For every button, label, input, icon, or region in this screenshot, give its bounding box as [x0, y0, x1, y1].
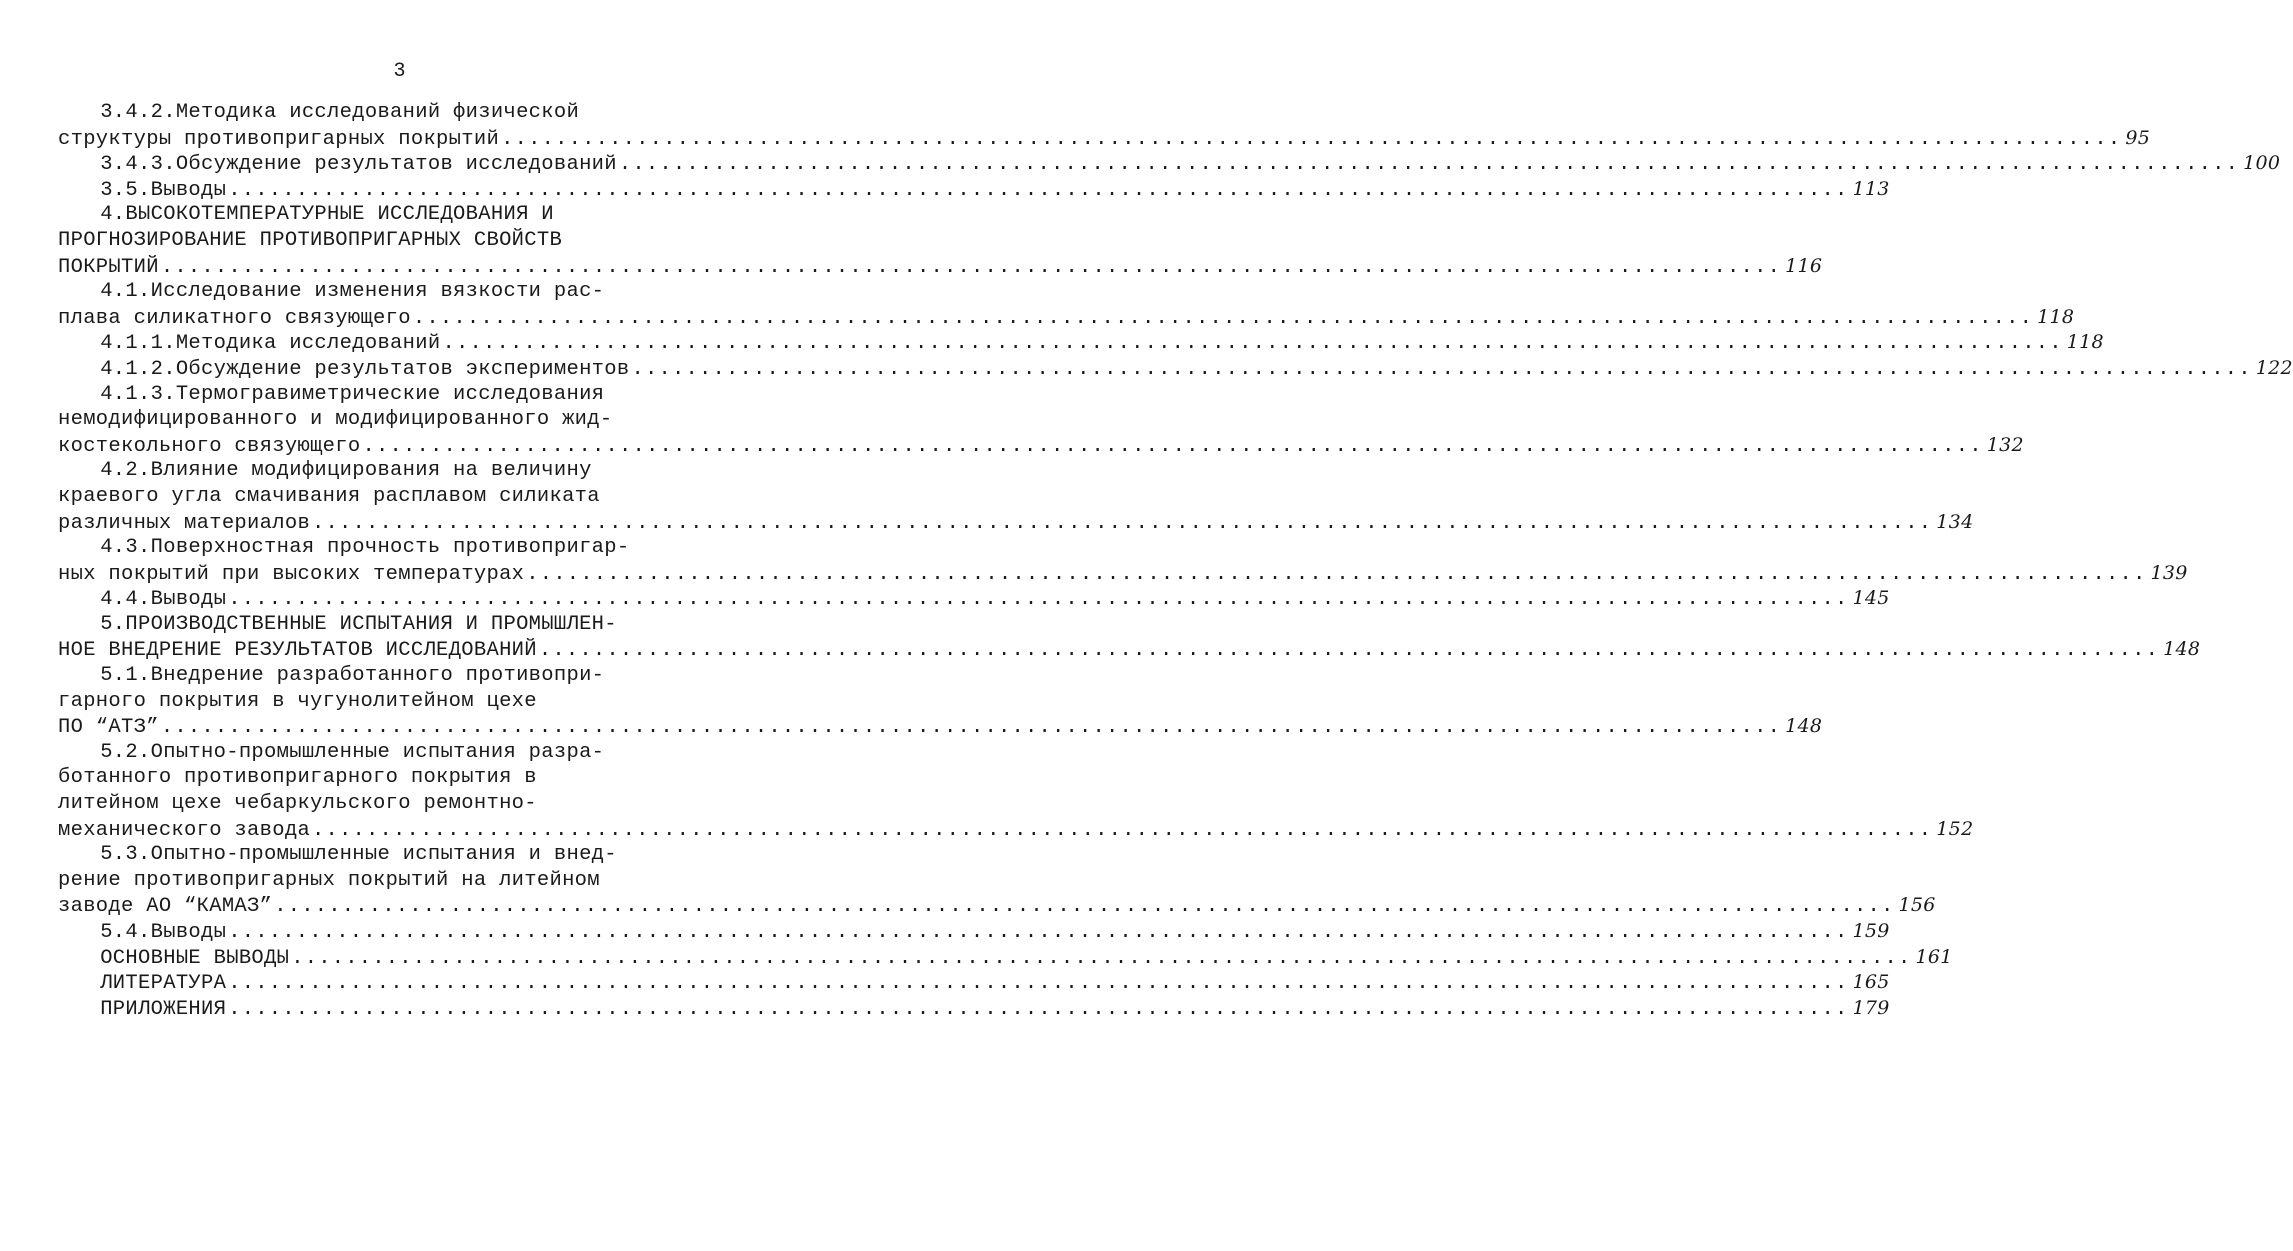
dot-leader: ........................................................................................................................ — [160, 716, 1782, 740]
toc-page-number: 95 — [2125, 126, 2151, 149]
toc-entry-text: 3.5.Выводы — [100, 178, 227, 202]
dot-leader: ........................................................................................................................ — [228, 921, 1849, 944]
toc-entry-final-line — [58, 510, 1974, 536]
dot-leader: ........................................................................................................................ — [228, 997, 1849, 1021]
toc-entry-text: заводе АО “КАМАЗ” — [58, 895, 273, 919]
toc-entry — [58, 202, 1823, 279]
page-number: 3 — [393, 60, 406, 83]
toc-entry-text: немодифицированного и модифицированного жид- — [58, 408, 613, 432]
toc-entry-text: краевого угла смачивания расплавом силиката — [58, 484, 600, 508]
dot-leader: ........................................................................................................................ — [412, 306, 2034, 330]
toc-entry — [58, 996, 1890, 1022]
toc-entry-text: 5.ПРОИЗВОДСТВЕННЫЕ ИСПЫТАНИЯ И ПРОМЫШЛЕН- — [100, 612, 617, 636]
toc-entry-final-line — [58, 356, 2293, 382]
toc-entry-text: ПРИЛОЖЕНИЯ — [100, 997, 227, 1021]
toc-entry — [58, 330, 2104, 356]
toc-page-number: 161 — [1915, 945, 1953, 968]
toc-page-number: 118 — [2037, 305, 2075, 328]
toc-entry — [58, 740, 1974, 842]
dot-leader: ........................................................................................................................ — [312, 818, 1933, 842]
toc-entry-final-line — [58, 254, 1823, 280]
toc-entry-text: 4.1.3.Термогравиметрические исследования — [100, 382, 605, 406]
toc-entry-final-line — [58, 970, 1890, 996]
toc-entry — [58, 586, 1890, 612]
toc-entry-text: 5.4.Выводы — [100, 921, 227, 944]
dot-leader: ........................................................................................................................ — [442, 332, 2063, 356]
toc-entry-final-line — [58, 996, 1890, 1022]
toc-entry-text: 4.2.Влияние модифицирования на величину — [100, 459, 592, 483]
toc-entry-text: плава силикатного связующего — [58, 306, 411, 330]
toc-entry-text: рение противопригарных покрытий на литейном — [58, 868, 600, 892]
toc-page-number: 159 — [1852, 920, 1890, 942]
toc-entry-text: гарного покрытия в чугунолитейном цехе — [58, 689, 537, 713]
toc-entry-final-line — [58, 586, 1890, 612]
dot-leader: ........................................................................................................................ — [228, 588, 1849, 612]
toc-page-number: 148 — [1785, 715, 1823, 738]
toc-entry-final-line — [58, 305, 2075, 331]
toc-entry — [58, 945, 1953, 971]
toc-entry-final-line — [58, 714, 1823, 740]
table-of-contents — [58, 100, 2293, 1021]
toc-entry-text: 4.1.Исследование изменения вязкости рас- — [100, 280, 605, 304]
dot-leader: ........................................................................................................................ — [618, 153, 2240, 177]
toc-entry-text: ных покрытий при высоких температурах — [58, 562, 525, 586]
toc-entry — [58, 612, 2201, 663]
dot-leader: ........................................................................................................................ — [228, 178, 1849, 202]
toc-entry — [58, 382, 2024, 459]
toc-page-number: 134 — [1936, 510, 1974, 533]
dot-leader: ........................................................................................................................ — [362, 434, 1983, 458]
toc-entry-text: 5.3.Опытно-промышленные испытания и внед- — [100, 843, 617, 867]
toc-entry-text: 3.4.2.Методика исследований физической — [100, 101, 580, 124]
toc-entry-text: ботанного противопригарного покрытия в — [58, 766, 537, 790]
toc-entry-final-line — [58, 561, 2188, 587]
dot-leader: ........................................................................................................................ — [291, 946, 1912, 970]
dot-leader: ........................................................................................................................ — [228, 972, 1849, 996]
toc-page-number: 113 — [1852, 177, 1890, 200]
toc-entry — [58, 356, 2293, 382]
toc-entry-text: ПОКРЫТИЙ — [58, 255, 159, 279]
dot-leader: ........................................................................................................................ — [631, 357, 2252, 381]
toc-entry-final-line — [58, 893, 1936, 919]
toc-entry — [58, 151, 2281, 177]
dot-leader: ........................................................................................................................ — [274, 895, 1895, 919]
toc-entry-text: 4.3.Поверхностная прочность противопригар- — [100, 536, 630, 560]
toc-entry — [58, 919, 1890, 945]
toc-page-number: 122 — [2255, 356, 2293, 379]
toc-page-number: 132 — [1986, 433, 2024, 456]
toc-entry-text: ПО “АТЗ” — [58, 716, 159, 740]
toc-page-number: 116 — [1785, 254, 1823, 277]
toc-entry-text: ЛИТЕРАТУРА — [100, 972, 227, 996]
toc-page-number: 100 — [2243, 152, 2281, 175]
toc-page-number: 165 — [1852, 971, 1890, 994]
toc-page-number: 145 — [1852, 587, 1890, 610]
toc-entry-text: ОСНОВНЫЕ ВЫВОДЫ — [100, 946, 290, 970]
toc-entry-text: механического завода — [58, 818, 311, 842]
toc-entry-text: ПРОГНОЗИРОВАНИЕ ПРОТИВОПРИГАРНЫХ СВОЙСТВ — [58, 228, 563, 252]
dot-leader: ........................................................................................................................ — [160, 255, 1782, 279]
toc-page-number: 152 — [1936, 817, 1974, 840]
toc-entry-final-line — [58, 177, 1890, 203]
toc-entry — [58, 279, 2075, 330]
dot-leader: ........................................................................................................................ — [538, 639, 2160, 663]
toc-entry-text: 4.1.1.Методика исследований — [100, 332, 441, 356]
toc-entry-text: литейном цехе чебаркульского ремонтно- — [58, 792, 537, 816]
toc-entry — [58, 100, 2151, 151]
toc-page-number: 118 — [2066, 331, 2104, 354]
toc-entry-final-line — [58, 817, 1974, 843]
toc-page-number: 148 — [2163, 638, 2201, 661]
toc-entry-text: 4.1.2.Обсуждение результатов экспериментов — [100, 357, 630, 381]
toc-entry-text: структуры противопригарных покрытий — [58, 127, 500, 151]
toc-entry — [58, 842, 1936, 919]
toc-entry — [58, 535, 2188, 586]
toc-entry-text: 5.2.Опытно-промышленные испытания разра- — [100, 740, 605, 764]
toc-entry-final-line — [58, 433, 2024, 459]
toc-entry-text: 5.1.Внедрение разработанного противопри- — [100, 664, 605, 688]
toc-entry-final-line — [58, 637, 2201, 663]
toc-entry-text: НОЕ ВНЕДРЕНИЕ РЕЗУЛЬТАТОВ ИССЛЕДОВАНИЙ — [58, 639, 537, 663]
dot-leader: ........................................................................................................................ — [312, 511, 1933, 535]
toc-entry-text: костекольного связующего — [58, 434, 361, 458]
toc-entry-final-line — [58, 919, 1890, 945]
toc-entry-final-line — [58, 945, 1953, 971]
toc-entry — [58, 970, 1890, 996]
toc-entry-text: 4.ВЫСОКОТЕМПЕРАТУРНЫЕ ИССЛЕДОВАНИЯ И — [100, 203, 554, 227]
toc-page-number: 179 — [1852, 996, 1890, 1019]
toc-entry-final-line — [58, 330, 2104, 356]
toc-entry-text: 3.4.3.Обсуждение результатов исследований — [100, 153, 617, 177]
dot-leader: ........................................................................................................................ — [501, 127, 2122, 151]
toc-entry — [58, 663, 1823, 740]
toc-page-number: 156 — [1898, 894, 1936, 917]
dot-leader: ........................................................................................................................ — [526, 562, 2147, 586]
toc-entry-text: различных материалов — [58, 511, 311, 535]
toc-entry — [58, 177, 1890, 203]
toc-entry-text: 4.4.Выводы — [100, 588, 227, 612]
toc-entry — [58, 458, 1974, 535]
toc-entry-final-line — [58, 126, 2151, 152]
toc-page-number: 139 — [2150, 561, 2188, 584]
toc-entry-final-line — [58, 151, 2281, 177]
